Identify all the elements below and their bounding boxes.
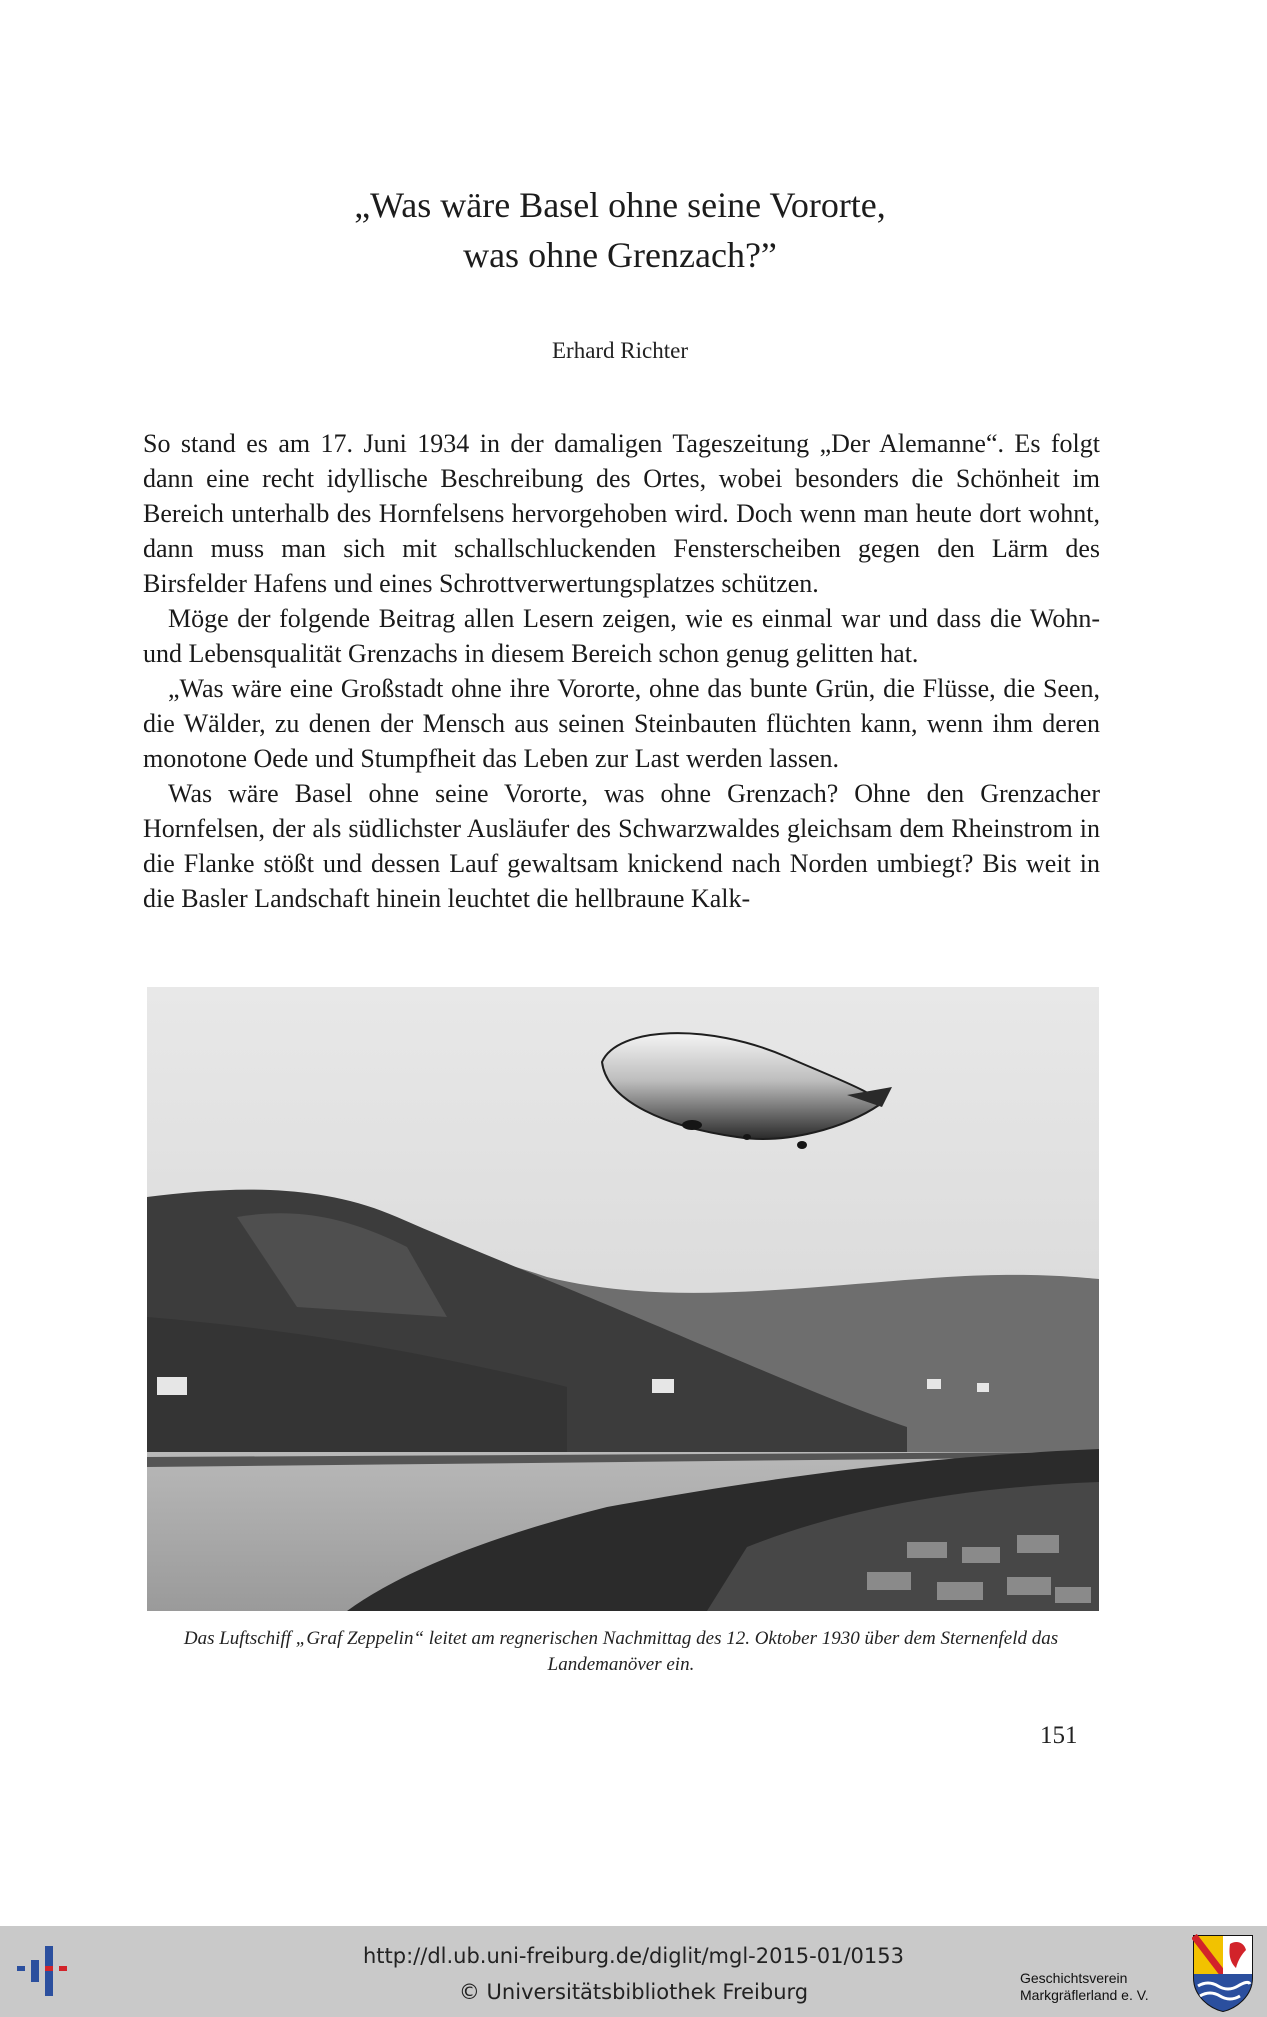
paragraph: So stand es am 17. Juni 1934 in der damaligen Tageszeitung „Der Alemanne“. Es folgt dann eine recht idyllische Beschreibung des Ortes, wobei besonders die Schönheit im Bereich unterhalb des Hornfelsens hervorgehoben wird. Doch wenn man heute dort wohnt, dann muss man sich mit schallschluckenden Fensterscheiben gegen den Lärm des Birsfelder Hafens und eines Schrottverwertungsplatzes schützen.: [143, 429, 1100, 598]
copyright-text: © Universitätsbibliothek Freiburg: [458, 1980, 809, 2004]
society-name: [1020, 1970, 1149, 2004]
article-title: [0, 180, 1240, 280]
zeppelin-photo: [147, 987, 1099, 1611]
zeppelin-photo-illustration: [147, 987, 1099, 1611]
photo-caption: Das Luftschiff „Graf Zeppelin“ leitet am regnerischen Nachmittag des 12. Oktober 1930 über dem Sternenfeld das Landemanöver ein.: [183, 1628, 1059, 1675]
paragraph: „Was wäre eine Großstadt ohne ihre Vororte, ohne das bunte Grün, die Flüsse, die Seen, die Wälder, zu denen der Mensch aus seinen Steinbauten flüchten kann, wenn ihm deren monotone Oede und Stumpfheit das Leben zur Last werden lassen.: [143, 674, 1100, 773]
markgraeflerland-crest-icon: [1192, 1934, 1254, 2012]
article-title-line-1: „Was wäre Basel ohne seine Vororte,: [354, 185, 886, 225]
article-author: Erhard Richter: [551, 338, 689, 363]
footer-bar: [0, 1926, 1267, 2017]
page-number: 151: [1040, 1722, 1078, 1749]
source-url-link[interactable]: http://dl.ub.uni-freiburg.de/diglit/mgl-2015-01/0153: [362, 1944, 904, 1968]
society-name-line-2: Markgräflerland e. V.: [1020, 1987, 1149, 2003]
paragraph: Was wäre Basel ohne seine Vororte, was ohne Grenzach? Ohne den Grenzacher Hornfelsen, der als südlichster Ausläufer des Schwarzwaldes gleichsam dem Rheinstrom in die Flanke stößt und dessen Lauf gewaltsam knickend nach Norden umbiegt? Bis weit in die Basler Landschaft hinein leuchtet die hellbraune Kalk-: [143, 779, 1100, 913]
article-title-line-2: was ohne Grenzach?”: [463, 235, 777, 275]
article-body: [143, 426, 1100, 916]
society-name-line-1: Geschichtsverein: [1020, 1970, 1128, 1986]
paragraph: Möge der folgende Beitrag allen Lesern zeigen, wie es einmal war und dass die Wohn- und Lebensqualität Grenzachs in diesem Bereich schon genug gelitten hat.: [143, 604, 1100, 668]
